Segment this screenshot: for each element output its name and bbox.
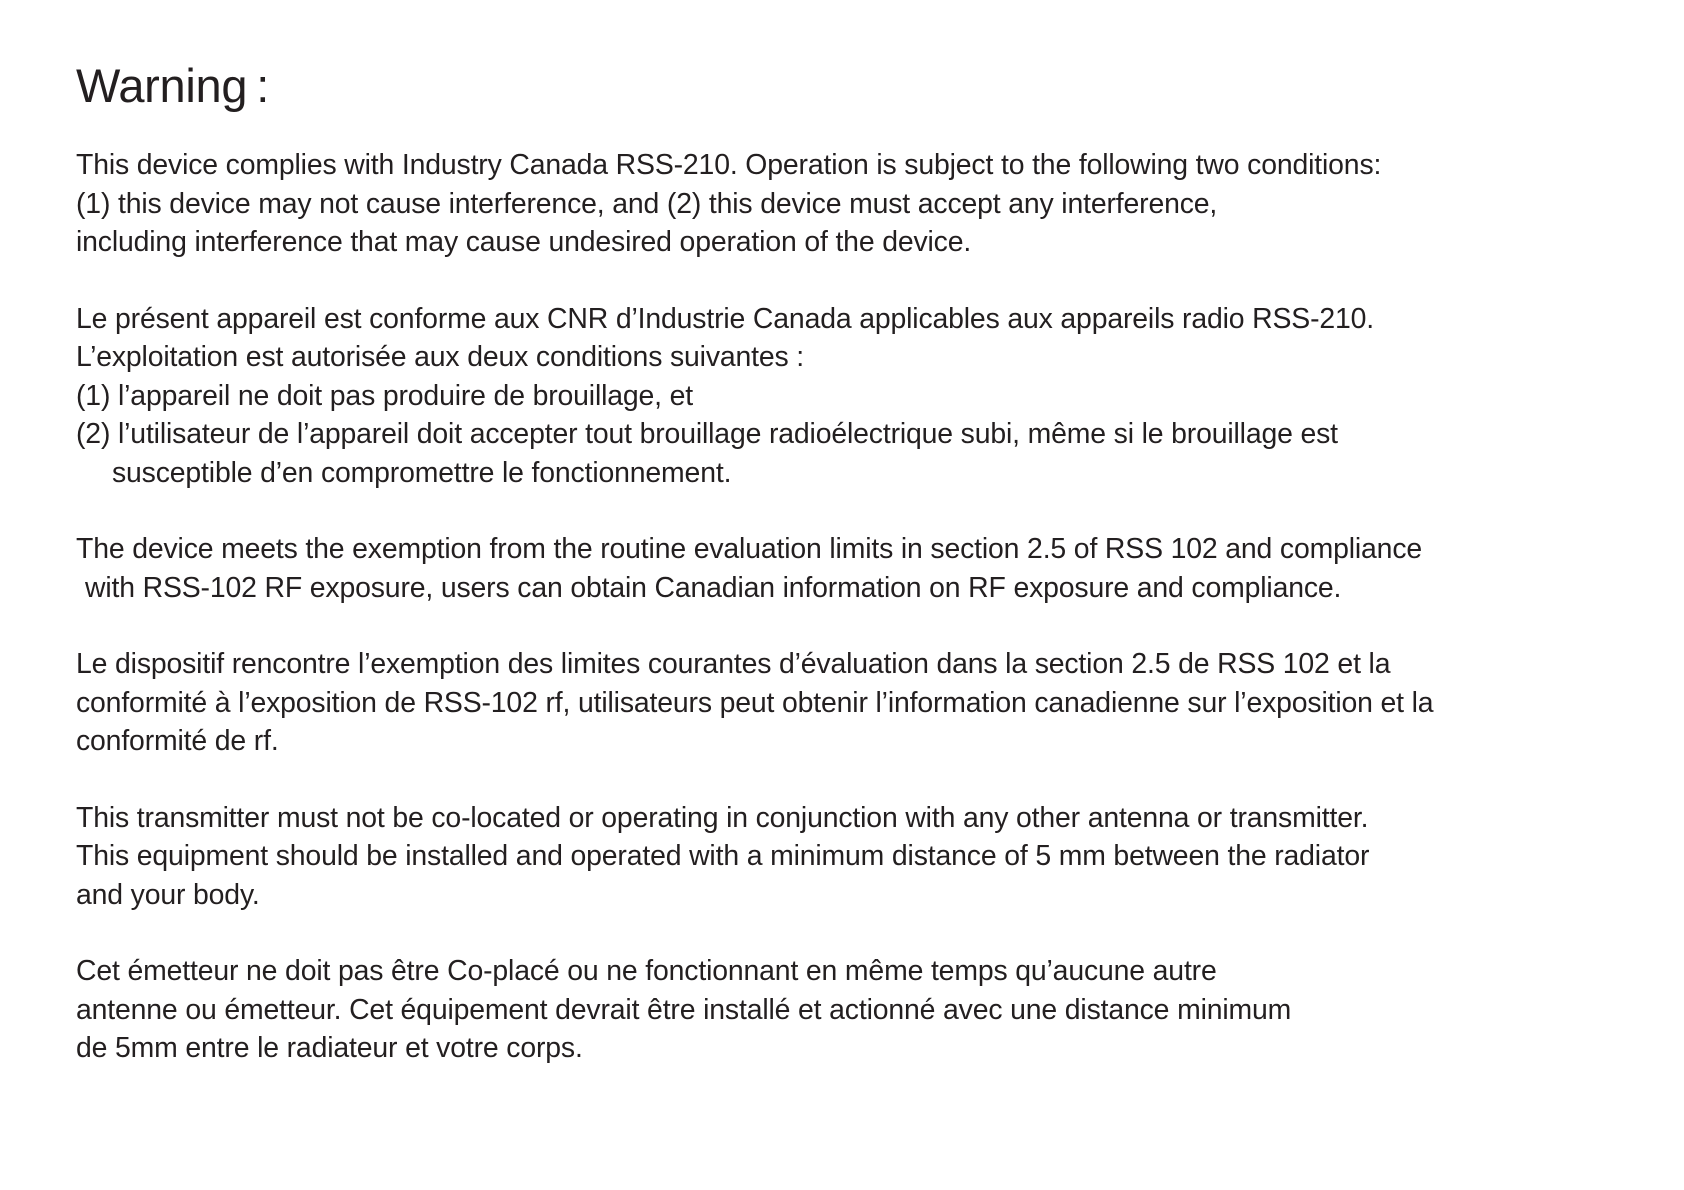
paragraph-line: Le présent appareil est conforme aux CNR d’Industrie Canada applicables aux appareils radio RSS-210. — [76, 302, 1375, 335]
paragraph-line: This device complies with Industry Canada RSS-210. Operation is subject to the following two conditions: — [76, 149, 1382, 181]
paragraph-line: Le dispositif rencontre l’exemption des limites courantes d’évaluation dans la section 2.5 de RSS 102 et la — [76, 648, 1391, 680]
paragraph-line: susceptible d’en compromettre le fonctionnement. — [112, 456, 732, 489]
rf-exemption-french-paragraph — [76, 645, 1666, 761]
paragraph-line: (1) this device may not cause interference, and (2) this device must accept any interference, — [76, 187, 1218, 220]
paragraph-line: conformité à l’exposition de RSS-102 rf, utilisateurs peut obtenir l’information canadienne sur l’exposition et la — [76, 686, 1434, 719]
paragraph-line: Cet émetteur ne doit pas être Co-placé ou ne fonctionnant en même temps qu’aucune autre — [76, 955, 1217, 987]
paragraph-line: de 5mm entre le radiateur et votre corps. — [76, 1032, 583, 1064]
ic-compliance-french-paragraph — [76, 300, 1666, 493]
paragraph-line: and your body. — [76, 878, 260, 911]
paragraph-line: L’exploitation est autorisée aux deux conditions suivantes : — [76, 341, 805, 373]
paragraph-line: This transmitter must not be co-located or operating in conjunction with any other antenna or transmitter. — [76, 801, 1369, 834]
paragraph-line: with RSS-102 RF exposure, users can obtain Canadian information on RF exposure and compliance. — [85, 571, 1342, 604]
warning-title: Warning : — [76, 59, 270, 112]
warning-document — [76, 56, 1666, 1106]
paragraph-line: conformité de rf. — [76, 725, 279, 757]
paragraph-line: (2) l’utilisateur de l’appareil doit accepter tout brouillage radioélectrique subi, même si le brouillage est — [76, 418, 1338, 450]
paragraph-line: (1) l’appareil ne doit pas produire de brouillage, et — [76, 379, 694, 412]
ic-compliance-english-paragraph — [76, 146, 1666, 262]
paragraph-line: This equipment should be installed and operated with a minimum distance of 5 mm between the radiator — [76, 840, 1370, 872]
paragraph-line: antenne ou émetteur. Cet équipement devrait être installé et actionné avec une distance minimum — [76, 993, 1292, 1026]
colocation-french-paragraph — [76, 952, 1666, 1068]
rf-exemption-english-paragraph — [76, 530, 1666, 607]
colocation-english-paragraph — [76, 799, 1666, 915]
paragraph-line: including interference that may cause undesired operation of the device. — [76, 226, 972, 258]
paragraph-line: The device meets the exemption from the routine evaluation limits in section 2.5 of RSS 102 and compliance — [76, 533, 1423, 565]
